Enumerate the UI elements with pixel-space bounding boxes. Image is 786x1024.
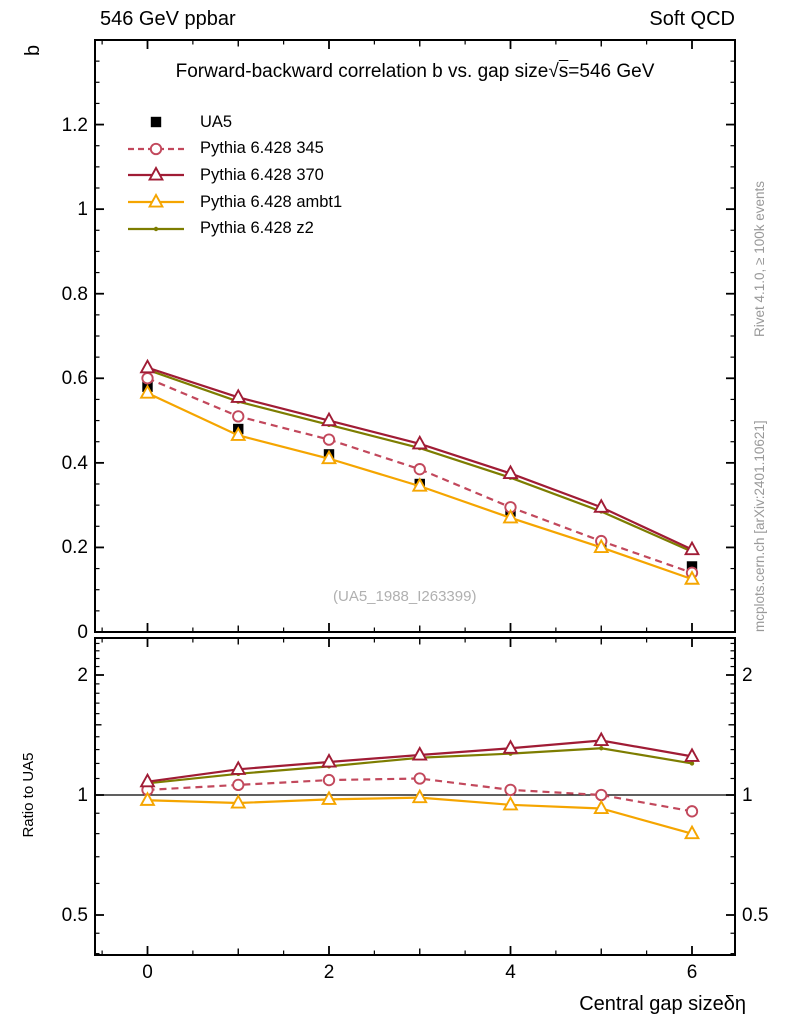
series-marker-main xyxy=(141,361,154,373)
x-tick-label: 6 xyxy=(686,962,698,983)
main-y-tick-label: 0.4 xyxy=(61,452,88,474)
series-marker-ratio xyxy=(687,806,697,816)
series-marker-ratio xyxy=(599,746,603,750)
x-tick-label: 0 xyxy=(142,962,153,983)
legend-label: UA5 xyxy=(200,112,233,131)
x-axis-title-text: Central gap size xyxy=(579,993,724,1015)
legend-marker-icon xyxy=(126,139,186,159)
series-line-main xyxy=(148,370,693,552)
main-y-tick-label: 1.2 xyxy=(61,114,88,136)
legend-marker-icon xyxy=(126,112,186,132)
series-marker-ratio xyxy=(415,773,425,783)
ratio-y-axis-title: Ratio to UA5 xyxy=(20,752,37,838)
series-line-main xyxy=(148,368,693,550)
legend-label: Pythia 6.428 z2 xyxy=(200,219,314,238)
plot-title-energy: =546 GeV xyxy=(568,61,655,82)
legend-item xyxy=(126,138,324,160)
ratio-y-tick-label: 2 xyxy=(77,665,88,686)
series-line-main xyxy=(148,378,693,573)
mcplots-arxiv-note: mcplots.cern.ch [arXiv:2401.10621] xyxy=(752,420,767,632)
x-tick-label: 4 xyxy=(505,962,516,983)
series-marker-ratio xyxy=(595,733,608,745)
main-y-tick-label: 0 xyxy=(77,622,88,643)
sqrt-argument: s xyxy=(558,61,569,82)
analysis-id-watermark: (UA5_1988_I263399) xyxy=(333,588,477,605)
main-y-tick-label: 0.2 xyxy=(61,537,88,559)
series-marker-ratio xyxy=(323,792,336,804)
series-marker-main xyxy=(233,411,243,421)
rivet-version-note: Rivet 4.1.0, ≥ 100k events xyxy=(752,181,767,337)
sqrt-icon: √ xyxy=(548,61,559,82)
ratio-y-tick-label-right: 0.5 xyxy=(742,905,769,926)
ratio-panel xyxy=(95,638,735,955)
legend-item xyxy=(126,111,232,133)
x-axis-title-symbol: δη xyxy=(723,993,746,1015)
main-y-tick-label: 1 xyxy=(77,199,88,221)
legend-label: Pythia 6.428 ambt1 xyxy=(200,192,343,211)
series-marker-main xyxy=(415,464,425,474)
series-marker-ratio xyxy=(596,790,606,800)
main-y-tick-label: 0.6 xyxy=(61,368,88,390)
series-marker-ratio xyxy=(324,775,334,785)
legend-marker-icon xyxy=(126,165,186,185)
x-axis-title xyxy=(579,993,746,1016)
legend-label: Pythia 6.428 370 xyxy=(200,165,324,184)
header-beam-energy: 546 GeV ppbar xyxy=(100,8,236,30)
legend-item xyxy=(126,191,342,213)
legend-marker-icon xyxy=(126,192,186,212)
legend-item xyxy=(126,164,324,186)
legend-item xyxy=(126,218,314,240)
legend-marker-icon xyxy=(126,219,186,239)
ratio-y-tick-label-right: 2 xyxy=(742,665,753,686)
ratio-y-tick-label-right: 1 xyxy=(742,785,753,806)
ratio-y-tick-label: 1 xyxy=(77,785,88,806)
plot-title-text: Forward-backward correlation b vs. gap size xyxy=(175,61,549,82)
series-marker-ratio xyxy=(233,780,243,790)
legend-label: Pythia 6.428 345 xyxy=(200,139,324,158)
main-y-axis-title: b xyxy=(22,44,44,56)
header-process-group: Soft QCD xyxy=(649,8,735,30)
plot-title xyxy=(95,61,735,83)
series-marker-ratio xyxy=(413,791,426,803)
series-marker-main xyxy=(324,434,334,444)
series-marker-main xyxy=(142,373,152,383)
series-marker-ratio xyxy=(505,785,515,795)
main-y-tick-label: 0.8 xyxy=(61,283,88,305)
x-tick-label: 2 xyxy=(323,962,335,983)
ratio-y-tick-label: 0.5 xyxy=(61,905,88,926)
